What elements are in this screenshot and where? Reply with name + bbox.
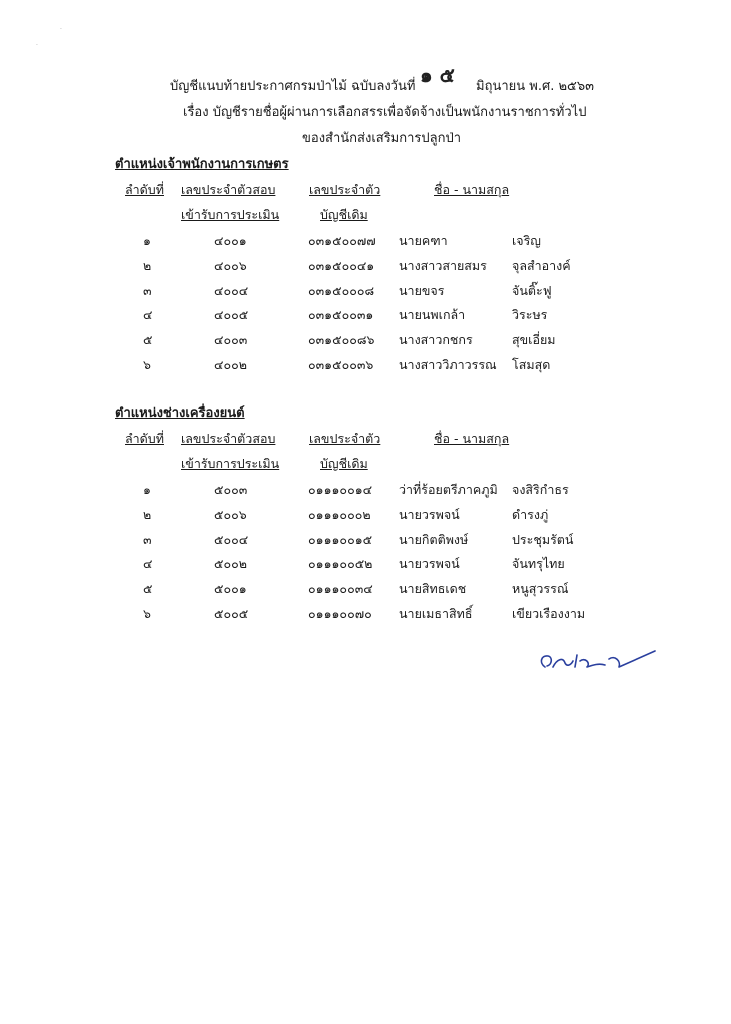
col-head-seq: ลำดับที่ bbox=[125, 431, 164, 446]
cell-seq: ๖ bbox=[143, 357, 151, 372]
cell-first: นายขจร bbox=[399, 282, 445, 298]
cell-old: ๐๓๑๕๐๐๓๑ bbox=[308, 307, 374, 323]
cell-exam: ๕๐๐๔ bbox=[214, 531, 249, 547]
cell-last: จันทรุไทย bbox=[512, 556, 565, 572]
col-head-exam: เลขประจำตัวสอบ bbox=[181, 182, 276, 197]
col-head-name: ชื่อ - นามสกุล bbox=[434, 431, 510, 446]
cell-seq: ๖ bbox=[143, 606, 151, 621]
header-suffix: มิถุนายน พ.ศ. ๒๕๖๓ bbox=[476, 79, 595, 94]
cell-seq: ๒ bbox=[143, 257, 152, 273]
section-title: ตำแหน่งช่างเครื่องยนต์ bbox=[115, 406, 245, 421]
cell-last: หนูสุวรรณ์ bbox=[512, 581, 569, 597]
cell-exam: ๔๐๐๔ bbox=[214, 282, 249, 298]
scan-speck: · bbox=[36, 42, 38, 49]
cell-exam: ๕๐๐๒ bbox=[214, 556, 247, 572]
cell-first: ว่าที่ร้อยตรีภาคภูมิ bbox=[399, 482, 498, 497]
col-head-old-2: บัญชีเดิม bbox=[320, 207, 368, 222]
cell-seq: ๑ bbox=[143, 482, 151, 497]
col-head-seq: ลำดับที่ bbox=[125, 182, 164, 197]
cell-exam: ๔๐๐๒ bbox=[214, 357, 247, 372]
cell-last: จงสิริกำธร bbox=[512, 482, 569, 497]
col-head-exam-2: เข้ารับการประเมิน bbox=[181, 207, 280, 222]
header-day: ๑ ๕ bbox=[420, 63, 455, 87]
cell-first: นายสิทธเดช bbox=[399, 581, 467, 597]
cell-old: ๐๑๑๑๐๐๑๔ bbox=[308, 482, 373, 497]
col-head-old: เลขประจำตัว bbox=[309, 431, 381, 446]
cell-seq: ๕ bbox=[143, 581, 153, 597]
cell-seq: ๒ bbox=[143, 506, 152, 522]
cell-seq: ๓ bbox=[143, 531, 152, 547]
cell-old: ๐๑๑๑๐๐๕๒ bbox=[308, 556, 373, 572]
cell-old: ๐๑๑๑๐๐๓๔ bbox=[308, 581, 373, 597]
cell-seq: ๓ bbox=[143, 282, 152, 298]
cell-first: นายคฑา bbox=[399, 233, 448, 248]
col-head-exam-2: เข้ารับการประเมิน bbox=[181, 456, 280, 471]
cell-exam: ๕๐๐๕ bbox=[214, 606, 249, 621]
header-line-1 bbox=[170, 63, 595, 96]
cell-exam: ๕๐๐๑ bbox=[214, 581, 247, 597]
scan-speck: · bbox=[60, 26, 62, 33]
cell-exam: ๕๐๐๖ bbox=[214, 506, 247, 522]
cell-last: ประชุมรัตน์ bbox=[512, 531, 574, 547]
cell-last: วิระษร bbox=[512, 307, 548, 323]
cell-first: นายวรพจน์ bbox=[399, 506, 460, 522]
signature-image bbox=[535, 645, 670, 675]
col-head-old: เลขประจำตัว bbox=[309, 182, 381, 197]
cell-last: จันติ๊ะฟู bbox=[512, 282, 552, 298]
cell-seq: ๔ bbox=[143, 307, 153, 323]
cell-last: ดำรงภู่ bbox=[512, 506, 549, 522]
cell-old: ๐๑๑๑๐๐๗๐ bbox=[308, 606, 372, 621]
cell-old: ๐๓๑๕๐๐๐๘ bbox=[308, 282, 375, 298]
col-head-exam: เลขประจำตัวสอบ bbox=[181, 431, 276, 446]
col-head-old-2: บัญชีเดิม bbox=[320, 456, 368, 471]
cell-old: ๐๓๑๕๐๐๔๑ bbox=[308, 257, 375, 273]
cell-old: ๐๓๑๕๐๐๗๗ bbox=[308, 233, 376, 248]
cell-exam: ๔๐๐๖ bbox=[214, 257, 247, 273]
cell-first: นางสาววิภาวรรณ bbox=[399, 357, 497, 372]
cell-last: สุขเอี่ยม bbox=[512, 332, 556, 348]
cell-old: ๐๑๑๑๐๐๐๒ bbox=[308, 506, 371, 522]
cell-first: นายเมธาสิทธิ์ bbox=[399, 606, 473, 621]
cell-last: โสมสุด bbox=[512, 357, 551, 372]
section-title: ตำแหน่งเจ้าพนักงานการเกษตร bbox=[115, 157, 289, 172]
cell-seq: ๔ bbox=[143, 556, 153, 572]
cell-first: นางสาวกชกร bbox=[399, 332, 473, 348]
cell-first: นายกิตติพงษ์ bbox=[399, 531, 469, 547]
cell-old: ๐๑๑๑๐๐๑๕ bbox=[308, 531, 373, 547]
cell-old: ๐๓๑๕๐๐๘๖ bbox=[308, 332, 375, 348]
cell-seq: ๑ bbox=[143, 233, 151, 248]
cell-first: นายนพเกล้า bbox=[399, 307, 466, 323]
cell-last: เจริญ bbox=[512, 233, 541, 248]
cell-old: ๐๓๑๕๐๐๓๖ bbox=[308, 357, 374, 372]
cell-first: นายวรพจน์ bbox=[399, 556, 460, 572]
header-prefix: บัญชีแนบท้ายประกาศกรมป่าไม้ ฉบับลงวันที่ bbox=[170, 79, 416, 94]
cell-first: นางสาวสายสมร bbox=[399, 257, 487, 273]
header-line-3: ของสำนักส่งเสริมการปลูกป่า bbox=[302, 131, 462, 146]
cell-seq: ๕ bbox=[143, 332, 153, 348]
cell-exam: ๔๐๐๕ bbox=[214, 307, 249, 323]
cell-exam: ๔๐๐๑ bbox=[214, 233, 247, 248]
cell-exam: ๕๐๐๓ bbox=[214, 482, 248, 497]
col-head-name: ชื่อ - นามสกุล bbox=[434, 182, 510, 197]
cell-last: เขียวเรืองงาม bbox=[512, 606, 586, 621]
cell-last: จุลสำอางค์ bbox=[512, 257, 571, 273]
cell-exam: ๔๐๐๓ bbox=[214, 332, 248, 348]
header-line-2: เรื่อง บัญชีรายชื่อผู้ผ่านการเลือกสรรเพื่อจัดจ้างเป็นพนักงานราชการทั่วไป bbox=[183, 105, 587, 120]
